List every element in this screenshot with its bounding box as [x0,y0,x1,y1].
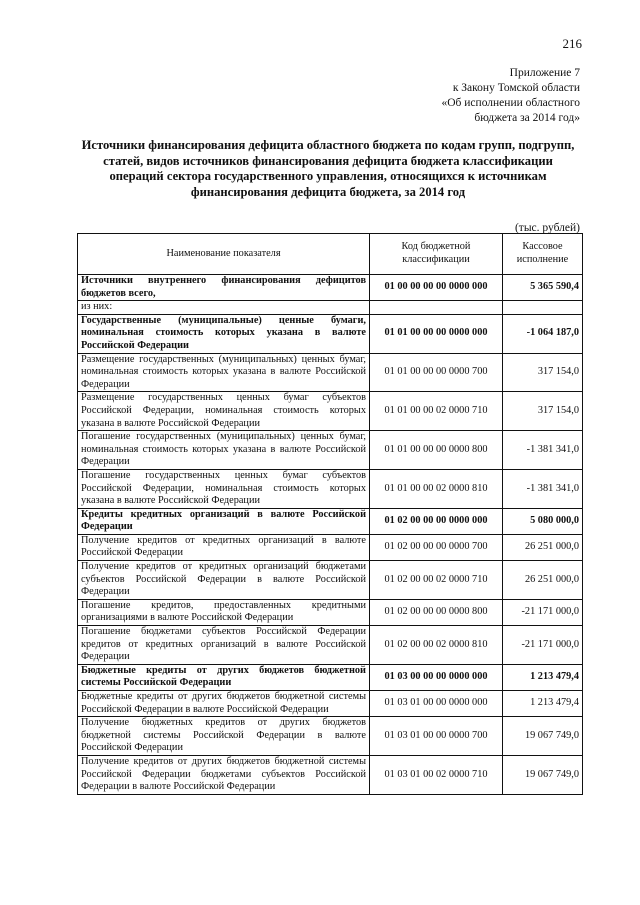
table-row [78,599,583,625]
row-value-cell: 1 213 479,4 [503,664,583,690]
row-code-cell: 01 03 01 00 00 0000 700 [370,717,503,756]
table-row [78,561,583,600]
row-code-cell: 01 03 01 00 02 0000 710 [370,755,503,794]
table-row [78,626,583,665]
table-row [78,431,583,470]
row-name-cell: Размещение государственных ценных бумаг субъектов Российской Федерации, номинальная стоимость которых указана в валюте Российской Федерации [78,392,370,431]
row-value-cell: -21 171 000,0 [503,626,583,665]
row-code-cell: 01 02 00 00 02 0000 710 [370,561,503,600]
appendix-line: «Об исполнении областного [441,97,580,109]
financing-sources-table [77,233,583,795]
row-name-cell: Бюджетные кредиты от других бюджетов бюджетной системы Российской Федерации в валюте Российской Федерации [78,691,370,717]
row-value-cell: 19 067 749,0 [503,717,583,756]
row-name-cell: Размещение государственных (муниципальных) ценных бумаг, номинальная стоимость которых указана в валюте Российской Федерации [78,353,370,392]
appendix-note [350,66,580,126]
row-code-cell: 01 03 00 00 00 0000 000 [370,664,503,690]
row-name-cell: Получение кредитов от кредитных организаций бюджетами субъектов Российской Федерации в валюте Российской Федерации [78,561,370,600]
row-code-cell: 01 02 00 00 00 0000 000 [370,508,503,534]
table-row [78,275,583,301]
row-code-cell: 01 01 00 00 00 0000 800 [370,431,503,470]
row-code-cell: 01 01 00 00 00 0000 700 [370,353,503,392]
row-value-cell: -1 064 187,0 [503,314,583,353]
row-name-cell: Погашение бюджетами субъектов Российской Федерации кредитов от кредитных организаций в валюте Российской Федерации [78,626,370,665]
appendix-line: к Закону Томской области [452,82,580,94]
row-value-cell: 19 067 749,0 [503,755,583,794]
row-value-cell: 5 365 590,4 [503,275,583,301]
row-code-cell: 01 02 00 00 00 0000 700 [370,534,503,560]
row-code-cell: 01 02 00 00 02 0000 810 [370,626,503,665]
table-row [78,469,583,508]
row-name-cell: Погашение государственных ценных бумаг субъектов Российской Федерации, номинальная стоимость которых указана в валюте Российской Федерации [78,469,370,508]
row-value-cell: -1 381 341,0 [503,469,583,508]
row-value-cell: -21 171 000,0 [503,599,583,625]
table-row [78,534,583,560]
row-code-cell: 01 01 00 00 00 0000 000 [370,314,503,353]
table-header-row [78,234,583,275]
table-row [78,353,583,392]
row-name-cell: Бюджетные кредиты от других бюджетов бюджетной системы Российской Федерации [78,664,370,690]
row-name-cell: Получение кредитов от других бюджетов бюджетной системы Российской Федерации бюджетами субъектов Российской Федерации в валюте Российской Федерации [78,755,370,794]
row-value-cell: -1 381 341,0 [503,431,583,470]
row-name-cell: из них: [78,301,370,315]
header-cash-execution: Кассовое исполнение [503,234,583,275]
row-value-cell: 26 251 000,0 [503,561,583,600]
units-label: (тыс. рублей) [514,222,580,234]
row-code-cell [370,301,503,315]
row-value-cell: 317 154,0 [503,392,583,431]
page-number: 216 [562,36,582,51]
appendix-line: Приложение 7 [509,67,580,79]
row-code-cell: 01 01 00 00 02 0000 710 [370,392,503,431]
row-name-cell: Погашение кредитов, предоставленных кредитными организациями в валюте Российской Федерации [78,599,370,625]
row-value-cell: 26 251 000,0 [503,534,583,560]
table-row [78,717,583,756]
row-name-cell: Получение кредитов от кредитных организаций в валюте Российской Федерации [78,534,370,560]
row-code-cell: 01 02 00 00 00 0000 800 [370,599,503,625]
table-row [78,664,583,690]
table-row [78,392,583,431]
row-value-cell: 5 080 000,0 [503,508,583,534]
row-code-cell: 01 00 00 00 00 0000 000 [370,275,503,301]
row-name-cell: Погашение государственных (муниципальных) ценных бумаг, номинальная стоимость которых указана в валюте Российской Федерации [78,431,370,470]
row-value-cell [503,301,583,315]
row-code-cell: 01 01 00 00 02 0000 810 [370,469,503,508]
row-name-cell: Государственные (муниципальные) ценные бумаги, номинальная стоимость которых указана в валюте Российской Федерации [78,314,370,353]
table-row [78,301,583,315]
row-value-cell: 1 213 479,4 [503,691,583,717]
header-indicator-name: Наименование показателя [78,234,370,275]
header-budget-code: Код бюджетной классификации [370,234,503,275]
row-name-cell: Кредиты кредитных организаций в валюте Российской Федерации [78,508,370,534]
table-row [78,691,583,717]
appendix-line: бюджета за 2014 год» [474,112,580,124]
row-name-cell: Источники внутреннего финансирования дефицитов бюджетов всего, [78,275,370,301]
row-value-cell: 317 154,0 [503,353,583,392]
table-row [78,755,583,794]
row-code-cell: 01 03 01 00 00 0000 000 [370,691,503,717]
table-body [78,275,583,795]
document-title: Источники финансирования дефицита областного бюджета по кодам групп, подгрупп, статей, видов источников финансирования дефицита бюджета классификации операций сектора государственного управления, относящихся к источникам финансирования дефицита бюджета, за 2014 год [81,138,575,199]
table-row [78,508,583,534]
row-name-cell: Получение бюджетных кредитов от других бюджетов бюджетной системы Российской Федерации в валюте Российской Федерации [78,717,370,756]
table-row [78,314,583,353]
